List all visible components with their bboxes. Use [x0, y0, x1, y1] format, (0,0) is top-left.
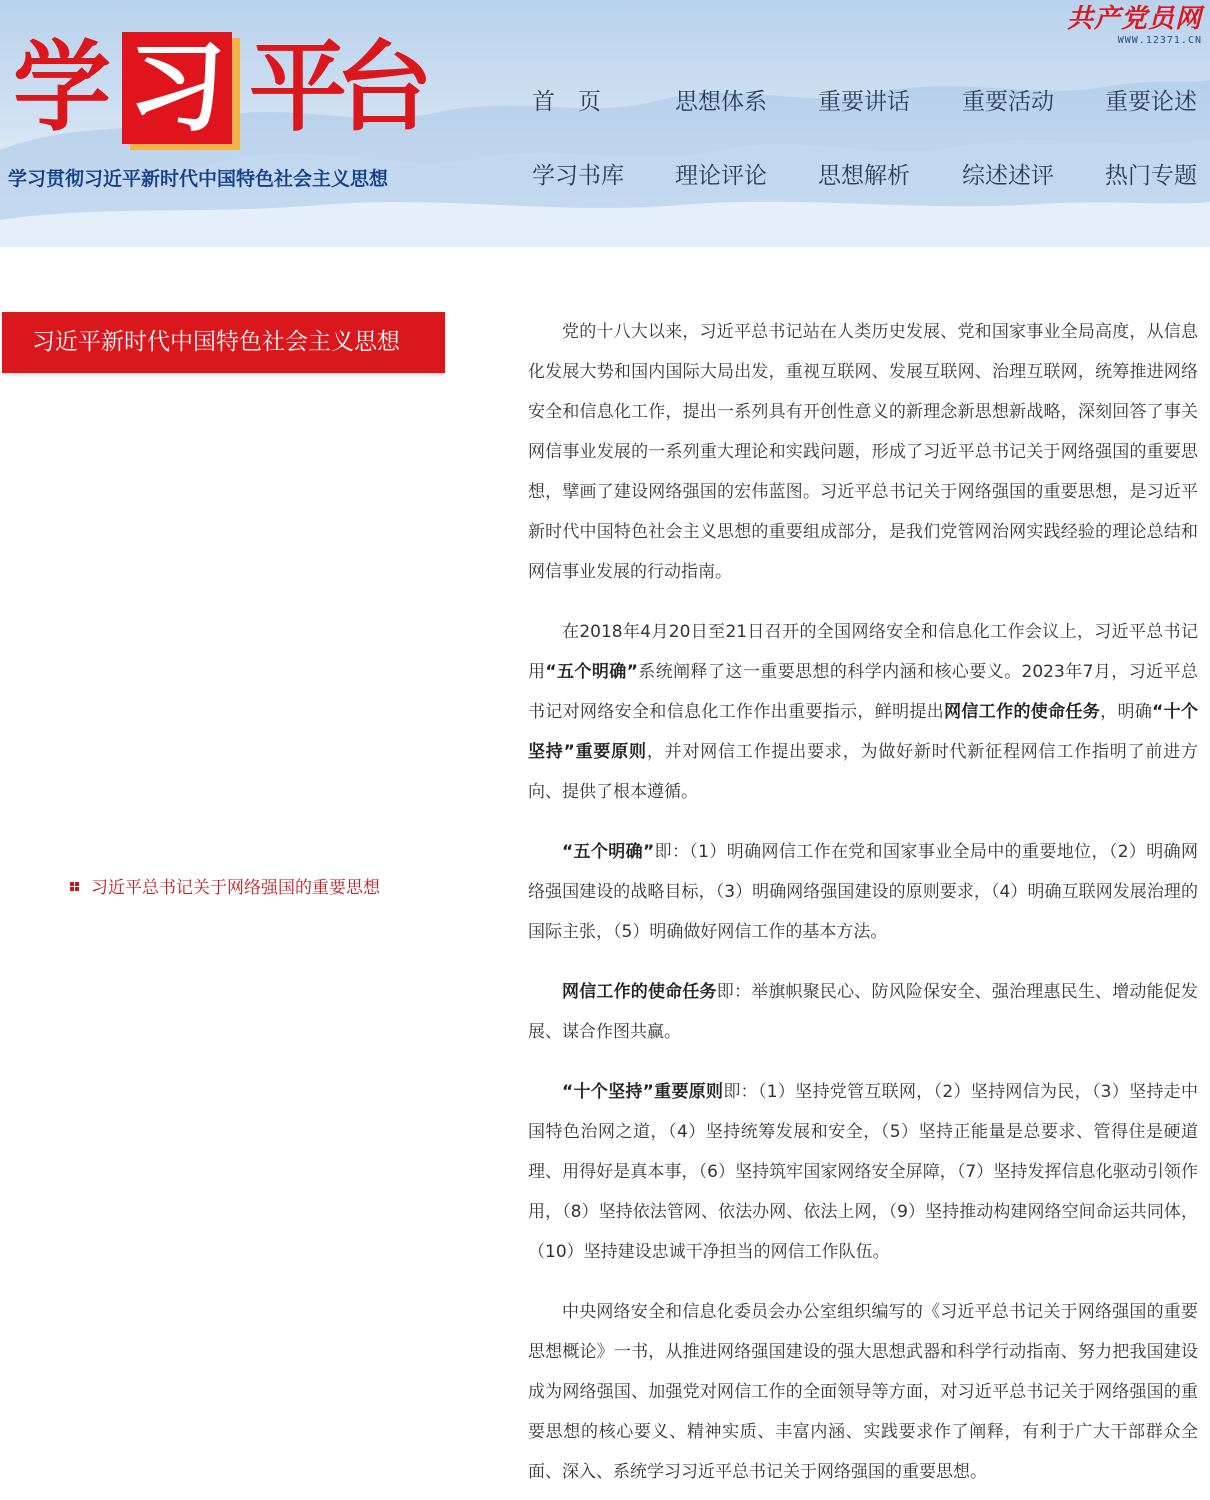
header-slogan: 学习贯彻习近平新时代中国特色社会主义思想 — [8, 168, 389, 190]
grid-bullet-icon — [70, 882, 79, 891]
text-span: 即：（1）坚持党管互联网，（2）坚持网信为民，（3）坚持走中国特色治网之道，（4）坚持统筹发展和安全，（5）坚持正能量是总要求、管得住是硬道理、用得好是真本事，（6）坚持筑牢国家网络安全屏障，（7）坚持发挥信息化驱动引领作用，（8）坚持依法管网、依法办网、依法上网，（9）坚持推动构建网络空间命运共同体，（10）坚持建设忠诚干净担当的网信工作队伍。 — [528, 1082, 1198, 1262]
bold-phrase: “十个坚持”重要原则 — [562, 1082, 724, 1102]
article-paragraph-3 — [528, 832, 1198, 952]
nav-item-commentary[interactable]: 理论评论 — [675, 163, 767, 189]
site-name: 共产党员网 — [1066, 4, 1202, 34]
text-span: 系统阐释了这一重要思想的科学内涵和核心要义。2023年7月，习近平总书记对网络安全和信息化工作作出重要指示，鲜明提出 — [528, 662, 1198, 722]
nav-item-thought-system[interactable]: 思想体系 — [675, 89, 767, 115]
main-nav — [512, 82, 1210, 212]
nav-item-analysis[interactable]: 思想解析 — [818, 163, 910, 189]
text-span: 在2018年4月20日至21日召开的全国网络安全和信息化工作会议上，习近平总书记用 — [528, 622, 1198, 682]
article-paragraph-5 — [528, 1072, 1198, 1272]
bold-phrase: “十个坚持”重要原则 — [528, 702, 1199, 762]
bold-phrase: “五个明确” — [545, 662, 638, 682]
bold-phrase: 网信工作的使命任务 — [562, 982, 717, 1002]
nav-item-expositions[interactable]: 重要论述 — [1105, 89, 1197, 115]
platform-logo[interactable] — [8, 32, 448, 150]
bold-phrase: 网信工作的使命任务 — [944, 702, 1101, 722]
article-paragraph-2 — [528, 612, 1198, 812]
site-url: WWW.12371.CN — [1117, 35, 1202, 46]
logo-char-4: 台 — [334, 30, 433, 145]
nav-item-activities[interactable]: 重要活动 — [962, 89, 1054, 115]
site-mark-logo[interactable] — [1062, 4, 1202, 50]
text-span: 即：（1）明确网信工作在党和国家事业全局中的重要地位，（2）明确网络强国建设的战略目标，（3）明确网络强国建设的原则要求，（4）明确互联网发展治理的国际主张，（5）明确做好网信工作的基本方法。 — [528, 842, 1198, 942]
nav-item-speeches[interactable]: 重要讲话 — [818, 89, 910, 115]
logo-char-3: 平 — [248, 30, 347, 145]
text-span: 即：举旗帜聚民心、防风险保安全、强治理惠民生、增动能促发展、谋合作图共赢。 — [528, 982, 1198, 1042]
nav-item-home[interactable]: 首 页 — [532, 89, 601, 115]
logo-char-2: 习 — [122, 32, 232, 144]
text-span: ，明确 — [1100, 702, 1153, 722]
sidebar-link-label: 习近平总书记关于网络强国的重要思想 — [91, 878, 380, 898]
bold-phrase: “五个明确” — [562, 842, 655, 862]
brand-block — [8, 32, 448, 192]
article-paragraph-4 — [528, 972, 1198, 1052]
text-span: ，并对网信工作提出要求，为做好新时代新征程网信工作指明了前进方向、提供了根本遵循。 — [528, 742, 1198, 802]
logo-char-1: 学 — [12, 30, 111, 145]
article-paragraph-6: 中央网络安全和信息化委员会办公室组织编写的《习近平总书记关于网络强国的重要思想概论》一书，从推进网络强国建设的强大思想武器和科学行动指南、努力把我国建设成为网络强国、加强党对网信工作的全面领导等方面，对习近平总书记关于网络强国的重要思想的核心要义、精神实质、丰富内涵、实践要求作了阐释，有利于广大干部群众全面、深入、系统学习习近平总书记关于网络强国的重要思想。 — [528, 1302, 1198, 1482]
nav-item-reviews[interactable]: 综述述评 — [962, 163, 1054, 189]
article-body — [528, 312, 1198, 1500]
nav-item-library[interactable]: 学习书库 — [532, 163, 624, 189]
article-paragraph-1: 党的十八大以来，习近平总书记站在人类历史发展、党和国家事业全局高度，从信息化发展大势和国内国际大局出发，重视互联网、发展互联网、治理互联网，统筹推进网络安全和信息化工作，提出一系列具有开创性意义的新理念新思想新战略，深刻回答了事关网信事业发展的一系列重大理论和实践问题，形成了习近平总书记关于网络强国的重要思想，擘画了建设网络强国的宏伟蓝图。习近平总书记关于网络强国的重要思想，是习近平新时代中国特色社会主义思想的重要组成部分，是我们党管网治网实践经验的理论总结和网信事业发展的行动指南。 — [528, 322, 1198, 582]
sidebar-link-network-power[interactable] — [70, 874, 380, 902]
sidebar-title[interactable]: 习近平新时代中国特色社会主义思想 — [2, 312, 445, 373]
nav-item-topics[interactable]: 热门专题 — [1105, 163, 1197, 189]
site-header — [0, 0, 1210, 247]
